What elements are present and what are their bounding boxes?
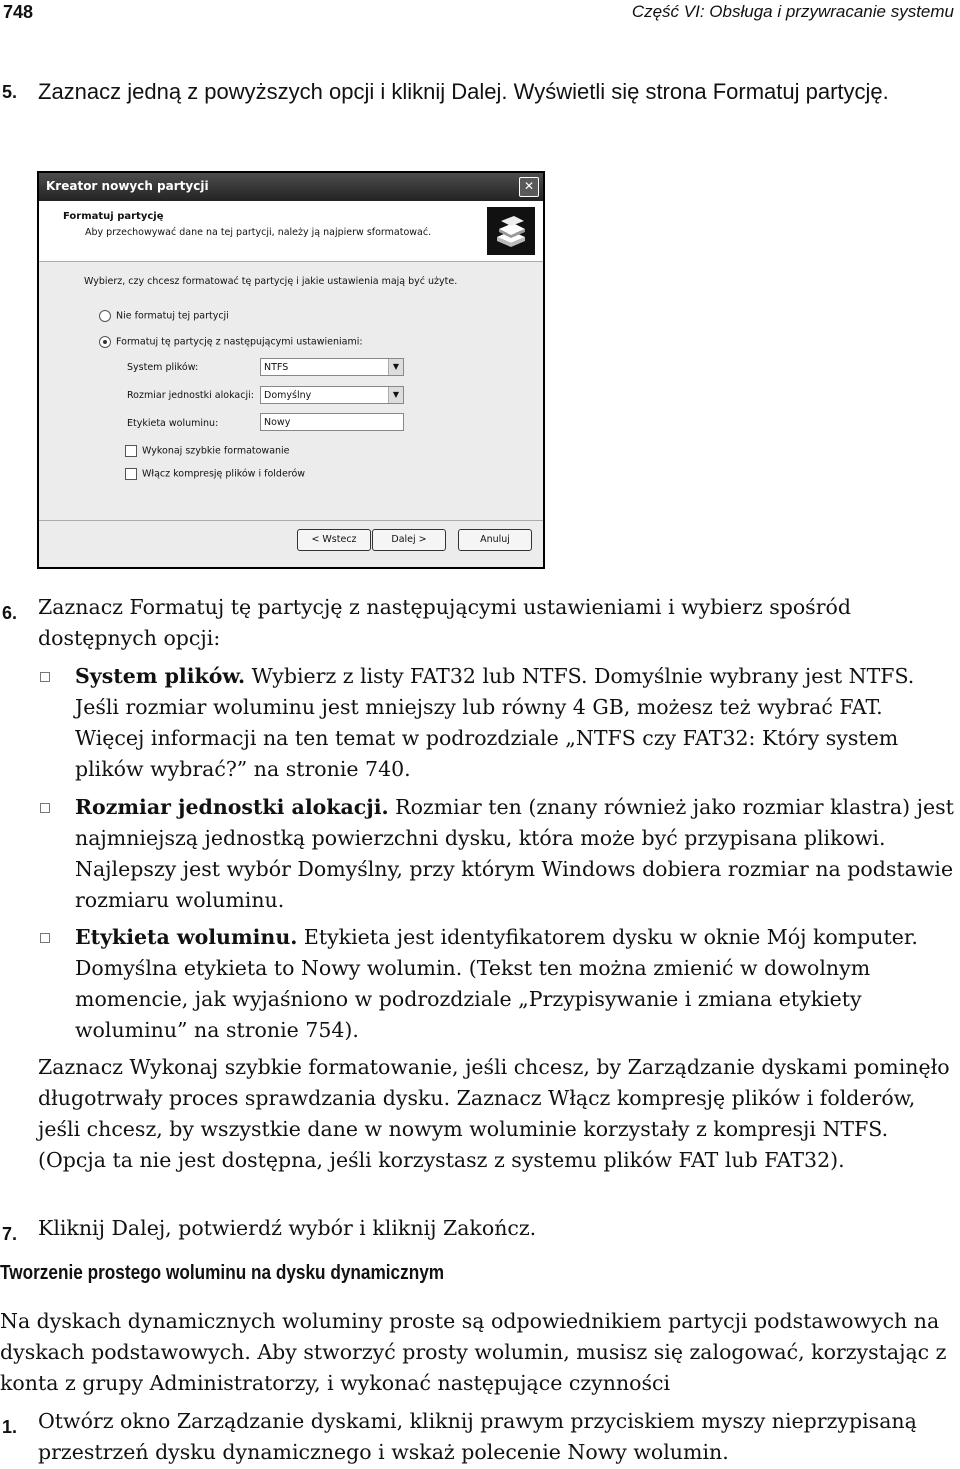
next-button[interactable]: Dalej > bbox=[372, 529, 446, 551]
file-system-select[interactable] bbox=[260, 358, 404, 376]
bullet-text: Rozmiar ten (znany również jako rozmiar klastra) jest najmniejszą jednostką powierzchni dysku, która może być przypisana plikowi. Najlepszy jest wybór Domyślny, przy którym Windows dobiera rozmiar na podstawie rozmiaru woluminu. bbox=[75, 795, 954, 912]
chevron-down-icon: ▼ bbox=[388, 387, 403, 403]
bullet-file-system bbox=[0, 661, 955, 785]
file-system-label: System plików: bbox=[127, 362, 199, 373]
bullet-term: System plików. bbox=[75, 664, 246, 688]
wizard-page-subtitle: Aby przechowywać dane na tej partycji, należy ją najpierw sformatować. bbox=[85, 227, 432, 238]
wizard-page-title: Formatuj partycję bbox=[63, 211, 164, 222]
bullet-allocation-unit bbox=[0, 792, 955, 916]
quick-format-checkbox[interactable] bbox=[125, 445, 290, 457]
wizard-body bbox=[39, 262, 543, 567]
volume-label-input[interactable]: Nowy bbox=[260, 413, 404, 431]
radio-no-format-label: Nie formatuj tej partycji bbox=[116, 310, 229, 322]
chevron-down-icon: ▼ bbox=[388, 359, 403, 375]
bullet-volume-label bbox=[0, 922, 955, 1046]
allocation-unit-value: Domyślny bbox=[264, 390, 312, 401]
wizard-header bbox=[39, 201, 543, 262]
step-number: 7. bbox=[2, 1224, 18, 1244]
checkbox-icon bbox=[125, 468, 137, 480]
section-heading: Tworzenie prostego woluminu na dysku dynamicznym bbox=[0, 1262, 445, 1284]
disk-icon bbox=[487, 207, 535, 255]
step-number: 5. bbox=[2, 82, 18, 102]
dialog-titlebar bbox=[39, 173, 543, 201]
step-1 bbox=[0, 1406, 955, 1468]
radio-no-format[interactable] bbox=[99, 310, 229, 322]
bullet-square-icon bbox=[40, 803, 50, 813]
bullet-term: Rozmiar jednostki alokacji. bbox=[75, 795, 389, 819]
allocation-unit-label: Rozmiar jednostki alokacji: bbox=[127, 390, 254, 401]
step-text: Otwórz okno Zarządzanie dyskami, kliknij prawym przyciskiem myszy nieprzypisaną przestrzeń dysku dynamicznego i wskaż polecenie Nowy wolumin. bbox=[38, 1409, 917, 1464]
radio-format[interactable] bbox=[99, 336, 363, 348]
bullet-square-icon bbox=[40, 672, 50, 682]
page-header bbox=[0, 0, 960, 28]
bullet-square-icon bbox=[40, 933, 50, 943]
compression-label: Włącz kompresję plików i folderów bbox=[142, 468, 306, 480]
radio-button-icon bbox=[99, 310, 111, 322]
radio-button-selected-icon bbox=[99, 336, 111, 348]
radio-format-label: Formatuj tę partycję z następującymi ustawieniami: bbox=[116, 336, 363, 348]
back-button[interactable]: < Wstecz bbox=[297, 529, 371, 551]
button-separator bbox=[39, 520, 543, 521]
step-text: Kliknij Dalej, potwierdź wybór i kliknij Zakończ. bbox=[38, 1216, 537, 1240]
compression-checkbox[interactable] bbox=[125, 468, 305, 480]
bullet-text: Etykieta jest identyfikatorem dysku w oknie Mój komputer. Domyślna etykieta to Nowy wolumin. (Tekst ten można zmienić w dowolnym momencie, jak wyjaśniono w podrozdziale „Przypisywanie i zmiana etykiety woluminu” na stronie 754). bbox=[75, 925, 918, 1042]
step-5 bbox=[0, 76, 955, 108]
close-button[interactable] bbox=[519, 177, 539, 197]
running-title: Część VI: Obsługa i przywracanie systemu bbox=[631, 2, 954, 21]
step-number: 1. bbox=[2, 1417, 18, 1437]
bullet-term: Etykieta woluminu. bbox=[75, 925, 298, 949]
paragraph-quick-format bbox=[0, 1052, 955, 1176]
checkbox-icon bbox=[125, 445, 137, 457]
page-number: 748 bbox=[3, 2, 34, 22]
section-paragraph bbox=[0, 1306, 955, 1399]
close-icon: ✕ bbox=[523, 179, 535, 193]
step-number: 6. bbox=[2, 603, 18, 623]
paragraph-text: Zaznacz Wykonaj szybkie formatowanie, jeśli chcesz, by Zarządzanie dyskami pominęło długotrwały proces sprawdzania dysku. Zaznacz Włącz kompresję plików i folderów, jeśli chcesz, by wszystkie dane w nowym woluminie korzystały z kompresji NTFS. (Opcja ta nie jest dostępna, jeśli korzystasz z systemu plików FAT lub FAT32). bbox=[38, 1055, 950, 1172]
step-text: Zaznacz jedną z powyższych opcji i kliknij Dalej. Wyświetli się strona Formatuj partycję. bbox=[38, 79, 889, 104]
paragraph-text: Na dyskach dynamicznych woluminy proste są odpowiednikiem partycji podstawowych na dyskach podstawowych. Aby stworzyć prosty wolumin, musisz się zalogować, korzystając z konta z grupy Administratorzy, i wykonać następujące czynności bbox=[0, 1309, 947, 1395]
dialog-title: Kreator nowych partycji bbox=[46, 179, 209, 193]
step-7 bbox=[0, 1213, 955, 1244]
allocation-unit-select[interactable] bbox=[260, 386, 404, 404]
volume-label-label: Etykieta woluminu: bbox=[127, 418, 219, 429]
new-partition-wizard-dialog bbox=[37, 171, 545, 569]
bullet-text: Wybierz z listy FAT32 lub NTFS. Domyślnie wybrany jest NTFS. Jeśli rozmiar woluminu jest mniejszy lub równy 4 GB, możesz też wybrać FAT. Więcej informacji na ten temat w podrozdziale „NTFS czy FAT32: Który system plików wybrać?” na stronie 740. bbox=[75, 664, 915, 781]
step-text: Zaznacz Formatuj tę partycję z następującymi ustawieniami i wybierz spośród dostępnych opcji: bbox=[38, 595, 851, 650]
format-prompt: Wybierz, czy chcesz formatować tę partycję i jakie ustawienia mają być użyte. bbox=[84, 276, 458, 287]
step-6 bbox=[0, 592, 955, 654]
cancel-button[interactable]: Anuluj bbox=[458, 529, 532, 551]
file-system-value: NTFS bbox=[264, 362, 289, 373]
quick-format-label: Wykonaj szybkie formatowanie bbox=[142, 445, 290, 457]
